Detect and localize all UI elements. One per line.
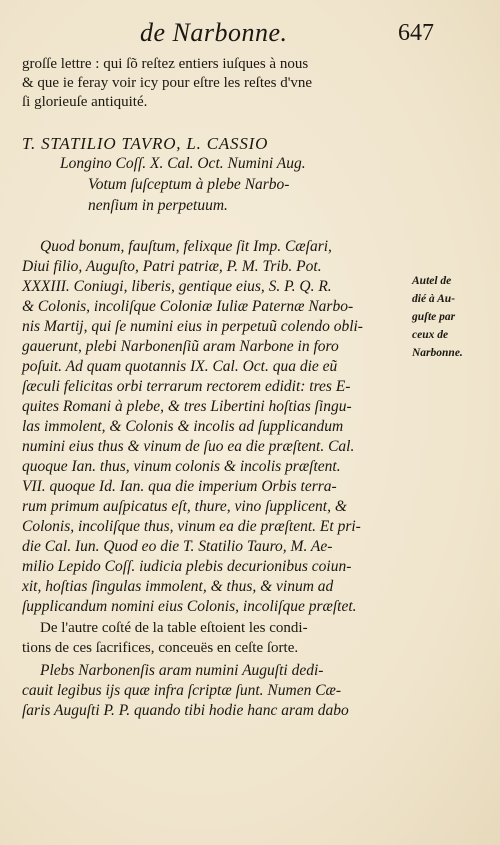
margin-note-line: Autel de <box>412 275 452 287</box>
page-header <box>0 18 500 52</box>
text-line: nis Martij, qui ſe numini eius in perpetuũ colendo obli- <box>22 318 363 335</box>
margin-note-line: ceux de <box>412 329 449 341</box>
text-line: poſuit. Ad quam quotannis IX. Cal. Oct. qua die eũ <box>22 358 338 375</box>
text-line: rum primum auſpicatus eſt, thure, vino ſupplicent, & <box>22 498 347 515</box>
text-line: ſi glorieuſe antiquité. <box>22 94 148 110</box>
margin-note-line: dié à Au- <box>412 293 456 305</box>
text-line: xit, hoſtias ſingulas immolent, & thus, & vinum ad <box>22 578 334 595</box>
text-line: VII. quoque Id. Ian. qua die imperium Orbis terra- <box>22 478 337 495</box>
text-line: las immolent, & Colonis & incolis ad ſupplicandum <box>22 418 344 435</box>
running-title: de Narbonne. <box>140 18 288 47</box>
text-line: De l'autre coſté de la table eſtoient les condi- <box>40 620 308 636</box>
text-line: Longino Coſſ. X. Cal. Oct. Numini Aug. <box>60 155 306 172</box>
margin-note <box>412 272 496 362</box>
text-line: Colonis, incoliſque thus, vinum ea die præſtent. Et pri- <box>22 518 361 535</box>
text-line: ſæculi felicitas orbi terrarum rectorem edidit: tres E- <box>22 378 351 395</box>
text-line: numini eius thus & vinum de ſuo ea die præſtent. Cal. <box>22 438 355 455</box>
text-line: nenſium in perpetuum. <box>88 197 228 214</box>
text-line: groſſe lettre : qui ſõ reſtez entiers iuſques à nous <box>22 56 309 72</box>
text-line: gauerunt, plebi Narbonenſiũ aram Narbone in foro <box>22 338 339 355</box>
text-line: Votum ſuſceptum à plebe Narbo- <box>88 176 290 193</box>
text-line: milio Lepido Coſſ. iudicia plebis decurionibus coiun- <box>22 558 352 575</box>
margin-note-line: Narbonne. <box>412 347 463 359</box>
text-line: Plebs Narbonenſis aram numini Auguſti dedi- <box>40 662 324 679</box>
text-line: quites Romani à plebe, & tres Libertini hoſtias ſingu- <box>22 398 352 415</box>
page-number: 647 <box>398 20 434 46</box>
text-line: quoque Ian. thus, vinum colonis & incolis præſtent. <box>22 458 341 475</box>
text-line: ſupplicandum nomini eius Colonis, incoliſque præſtet. <box>22 598 357 615</box>
text-line: XXXIII. Coniugi, liberis, gentique eius, S. P. Q. R. <box>22 278 332 295</box>
text-line: Diui filio, Auguſto, Patri patriæ, P. M. Trib. Pot. <box>22 258 322 275</box>
text-line: die Cal. Iun. Quod eo die T. Statilio Tauro, M. Ae- <box>22 538 333 555</box>
text-line: cauit legibus ijs quæ infra ſcriptæ ſunt. Numen Cæ- <box>22 682 342 699</box>
margin-note-line: guſte par <box>412 311 456 323</box>
text-line: & que ie feray voir icy pour eſtre les reſtes d'vne <box>22 75 313 91</box>
text-line: ſaris Auguſti P. P. quando tibi hodie hanc aram dabo <box>22 702 349 719</box>
text-line: Quod bonum, fauſtum, felixque ſit Imp. Cæſari, <box>40 238 332 255</box>
text-line: & Colonis, incoliſque Coloniæ Iuliæ Paternæ Narbo- <box>22 298 354 315</box>
text-line: tions de ces ſacrifices, conceuës en ceſte ſorte. <box>22 640 299 656</box>
text-line: T. STATILIO TAVRO, L. CASSIO <box>22 134 269 153</box>
